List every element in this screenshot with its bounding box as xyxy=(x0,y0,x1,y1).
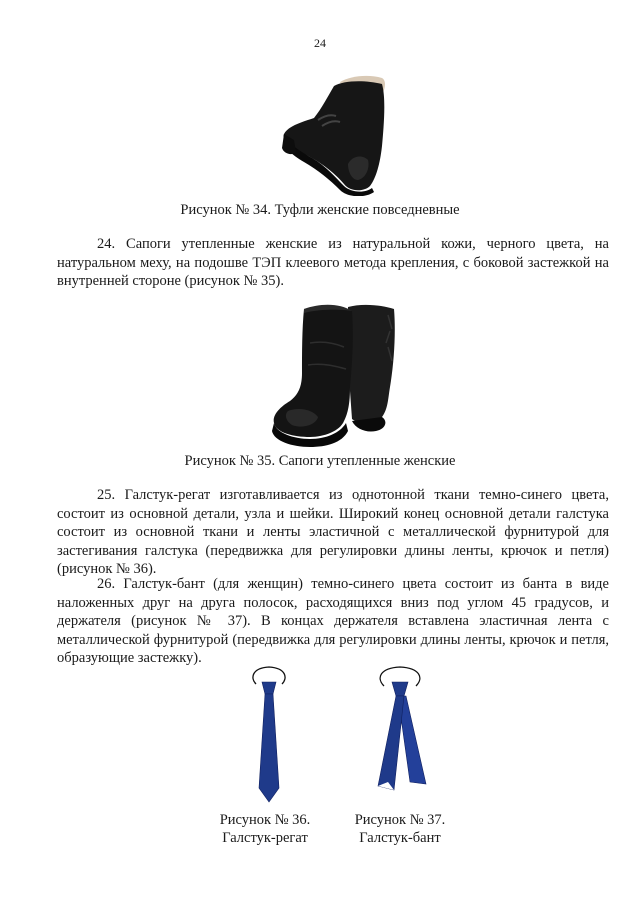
figure-34-caption: Рисунок № 34. Туфли женские повседневные xyxy=(180,202,460,218)
tie-regat-image xyxy=(248,664,290,806)
paragraph-24: 24. Сапоги утепленные женские из натуральной кожи, черного цвета, на натуральном меху, на подошве ТЭП клеевого метода крепления, с боковой застежкой на внутренней стороне (рисунок № 35). xyxy=(57,236,609,290)
figure-37-caption xyxy=(336,811,464,847)
paragraph-25: 25. Галстук-регат изготавливается из однотонной ткани темно-синего цвета, состоит из основной детали, узла и шейки. Широкий конец основной детали галстука состоит из основной ткани и ленты эластичной с металлической фурнитурой для застегивания галстука (передвижка для регулировки длины ленты, крючок и петля) (рисунок № 36). xyxy=(57,487,609,578)
figure-35-caption: Рисунок № 35. Сапоги утепленные женские xyxy=(184,453,456,469)
figure-36-caption xyxy=(205,811,325,847)
tie-bant-image xyxy=(370,664,430,806)
figure-36-caption-title: Галстук-регат xyxy=(222,830,308,846)
paragraph-26: 26. Галстук-бант (для женщин) темно-синего цвета состоит из банта в виде наложенных друг на друга полосок, расходящихся вниз под углом 45 градусов, и держателя (рисунок № 37). В концах держателя вставлена эластичная лента с металлической фурнитурой (передвижка для регулировки длины ленты, крючок и петля, образующие застежку). xyxy=(57,576,609,667)
boots-image xyxy=(270,303,406,449)
figure-36-caption-number: Рисунок № 36. xyxy=(219,812,311,828)
page-number: 24 xyxy=(314,36,326,50)
figure-37-caption-title: Галстук-бант xyxy=(359,830,441,846)
shoe-image xyxy=(278,68,398,196)
figure-37-caption-number: Рисунок № 37. xyxy=(354,812,446,828)
